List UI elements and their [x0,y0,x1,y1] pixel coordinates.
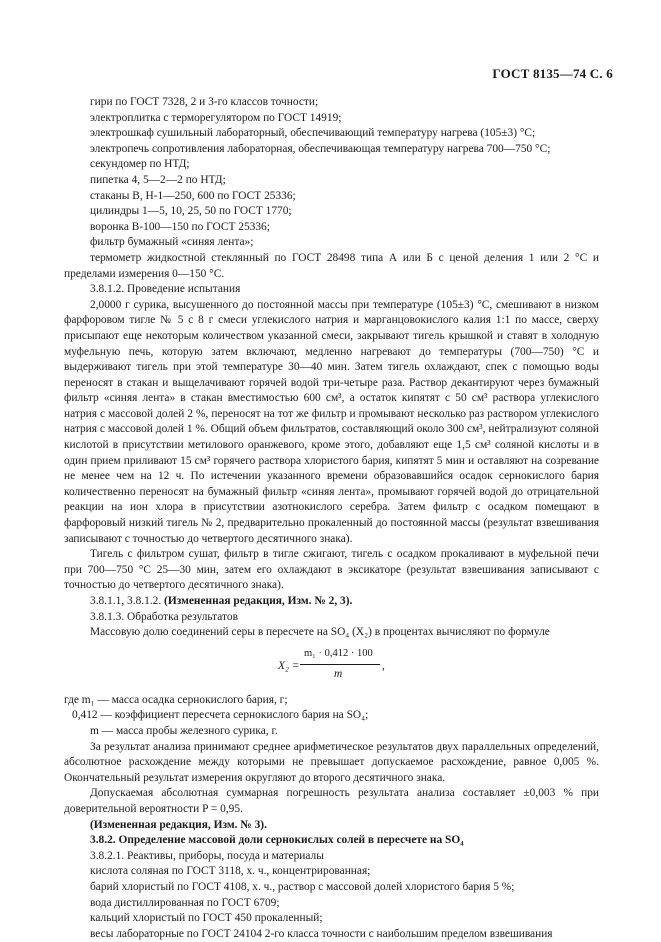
list-item: барий хлористый по ГОСТ 4108, х. ч., раствор с массовой долей хлористого бария 5 %; [90,880,515,893]
procedure-paragraph: 2,0000 г сурика, высушенного до постоянной массы при температуре (105±3) °С, смешивают в низком фарфоровом тигле № 5 с 8 г смеси углекислого натрия и марганцовокислого калия 1:1 по массе, сверху присыпают еще некоторым количеством указанной смеси, закрывают тигель крышкой и ставят в холодную муфельную печь, которую затем включают, медленно нагревают до температуры (700—750) °С и выдерживают тигель при этой температуре 30—40 мин. Затем тигель охлаждают, спек с помощью воды переносят в стакан и выщелачивают горячей водой три-четыре раза. Раствор декантируют через бумажный фильтр «синяя лента» в стакан вместимостью 600 см³, а остаток кипятят с 50 см³ раствора углекислого натрия с массовой долей 2 %, переносят на тот же фильтр и промывают несколько раз раствором углекислого натрия с массовой долей 1 %. Общий объем фильтратов, составляющий около 300 см³, нейтрализуют соляной кислотой в присутствии метилового оранжевого, кроме этого, добавляют еще 1,5 см³ соляной кислоты и в один прием приливают 15 см³ горячего раствора хлористого бария, кипятят 5 мин и оставляют на созревание не менее чем на 12 ч. По истечении указанного времени образовавшийся осадок сернокислого бария количественно переносят на бумажный фильтр «синяя лента», промывают горячей водой до отрицательной реакции на ион хлора в присутствии азотнокислого серебра. Затем фильтр с осадком помещают в фарфоровый низкий тигель № 2, предварительно прокаленный до постоянной массы (результат взвешивания записывают с точностью до четвертого десятичного знака). [64,298,599,545]
formula-tail: , [382,659,385,672]
list-item: кислота соляная по ГОСТ 3118, х. ч., концентрированная; [90,865,371,878]
section-title-3-8-2-1: 3.8.2.1. Реактивы, приборы, посуда и материалы [90,849,324,862]
section-title-3-8-1-2: 3.8.1.2. Проведение испытания [90,283,241,296]
list-item: пипетка 4, 5—2—2 по НТД; [90,173,226,186]
list-item: весы лабораторные по ГОСТ 24104 2-го класса точности с наибольшим пределом взвешивания [90,927,553,940]
list-item: цилиндры 1—5, 10, 25, 50 по ГОСТ 1770; [90,205,292,218]
revision-note-prefix: 3.8.1.1, 3.8.1.2. [90,595,165,607]
list-item: стаканы В, Н-1—250, 600 по ГОСТ 25336; [90,189,296,202]
calcination-paragraph: Тигель с фильтром сушат, фильтр в тигле сжигают, тигель с осадком прокаливают в муфельной печи при 700—750 °С 25—30 мин, затем его охлаждают в эксикаторе (результат взвешивания записывают с точностью до четвертого десятичного знака). [64,548,599,592]
list-item: фильтр бумажный «синяя лента»; [90,236,254,249]
revision-note-1 [90,594,599,610]
thermometer-paragraph: термометр жидкостной стеклянный по ГОСТ 28498 типа А или Б с ценой деления 1 или 2 °С и пределами измерения 0—150 °С. [64,251,599,280]
formula-denominator: m [334,667,343,680]
list-item: вода дистиллированная по ГОСТ 6709; [90,896,280,909]
list-item: кальций хлористый по ГОСТ 450 прокаленный; [90,912,323,925]
formula [90,643,599,689]
list-item: секундомер по НТД; [90,158,190,171]
revision-note-2: (Измененная редакция, Изм. № 3). [90,818,267,831]
revision-note-bold: (Измененная редакция, Изм. № 2, 3). [164,595,353,607]
where-item: где m₁ — масса осадка сернокислого бария, г; [64,693,288,706]
document-body [64,95,599,942]
section-title-3-8-1-3: 3.8.1.3. Обработка результатов [90,610,238,623]
section-title-3-8-2: 3.8.2. Определение массовой доли сернокислых солей в пересчете на SO₄ [90,834,464,847]
list-item: электрошкаф сушильный лабораторный, обеспечивающий температуру нагрева (105±3) °С; [90,127,536,140]
list-item: электропечь сопротивления лабораторная, обеспечивающая температуру нагрева 700—750 °С; [90,142,551,155]
result-paragraph: За результат анализа принимают среднее арифметическое результатов двух параллельных определений, абсолютное расхождение между которыми не превышает допускаемое расхождение, равное 0,005 %. Окончательный результат измерения округляют до второго десятичного знака. [64,740,599,784]
page-header: ГОСТ 8135—74 С. 6 [492,66,613,81]
fraction-bar [300,664,380,665]
list-item: электроплитка с терморегулятором по ГОСТ 14919; [90,111,342,124]
list-item: воронка В-100—150 по ГОСТ 25336; [90,220,270,233]
formula-numerator: m₁ · 0,412 · 100 [304,647,373,659]
formula-intro: Массовую долю соединений серы в пересчете на SO₄ (X₂) в процентах вычисляют по формуле [90,626,550,639]
where-item: 0,412 — коэффициент пересчета сернокислого бария на SO₄; [72,709,369,722]
list-item: гири по ГОСТ 7328, 2 и 3-го классов точности; [90,96,319,108]
error-paragraph: Допускаемая абсолютная суммарная погрешность результата анализа составляет ±0,003 % при доверительной вероятности P = 0,95. [64,787,599,815]
formula-lhs: X₂ = [278,659,300,672]
where-item: m — масса пробы железного сурика, г. [90,724,278,737]
